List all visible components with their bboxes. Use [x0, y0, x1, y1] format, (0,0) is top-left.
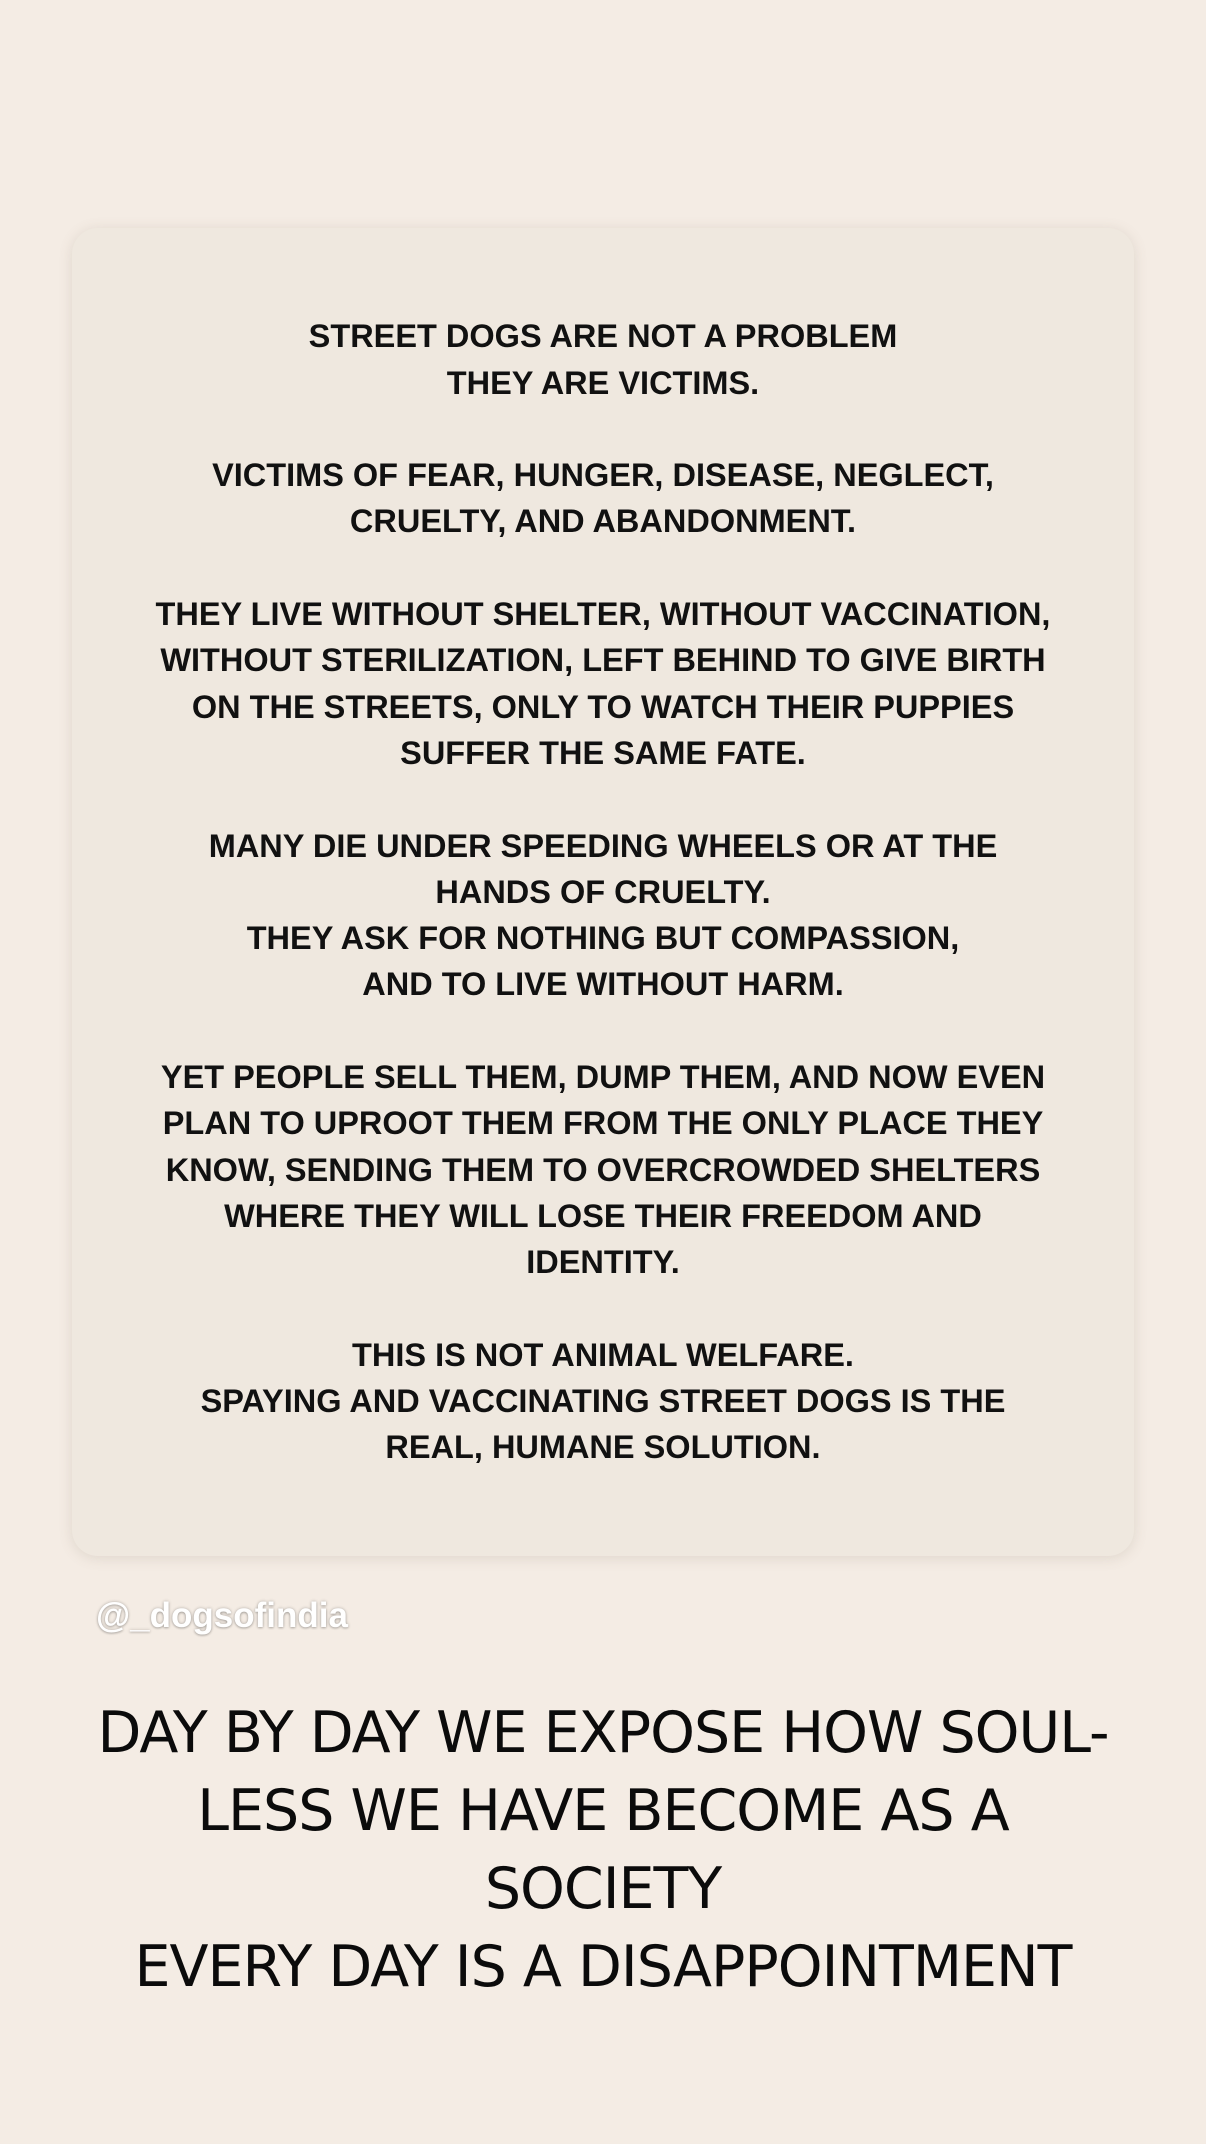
post-paragraph [123, 1332, 1083, 1471]
shared-post-card[interactable] [72, 228, 1134, 1556]
post-paragraph [123, 313, 1083, 406]
caption-line: SOCIETY [484, 1856, 722, 1922]
post-line: THEY LIVE WITHOUT SHELTER, WITHOUT VACCINATION, [155, 596, 1051, 633]
post-line: VICTIMS OF FEAR, HUNGER, DISEASE, NEGLECT, [212, 457, 994, 494]
post-line: AND TO LIVE WITHOUT HARM. [362, 966, 844, 1003]
post-line: THEY ASK FOR NOTHING BUT COMPASSION, [246, 920, 960, 957]
post-paragraph [123, 591, 1083, 776]
author-handle[interactable]: @_dogsofindia [96, 1596, 348, 1635]
post-line: YET PEOPLE SELL THEM, DUMP THEM, AND NOW EVEN [160, 1059, 1046, 1096]
post-line: CRUELTY, AND ABANDONMENT. [349, 503, 857, 540]
post-line: REAL, HUMANE SOLUTION. [385, 1429, 821, 1466]
post-paragraph [123, 1054, 1083, 1285]
caption-line: EVERY DAY IS A DISAPPOINTMENT [134, 1934, 1072, 2000]
post-line: PLAN TO UPROOT THEM FROM THE ONLY PLACE THEY [162, 1105, 1044, 1142]
post-paragraph [123, 823, 1083, 1008]
post-line: MANY DIE UNDER SPEEDING WHEELS OR AT THE [208, 827, 998, 864]
story-caption [40, 1694, 1166, 2006]
caption-line: LESS WE HAVE BECOME AS A [197, 1778, 1009, 1844]
post-paragraph [123, 452, 1083, 545]
post-line: SUFFER THE SAME FATE. [400, 734, 806, 771]
post-line: WHERE THEY WILL LOSE THEIR FREEDOM AND [224, 1197, 982, 1234]
post-line: IDENTITY. [526, 1244, 680, 1281]
caption-line: DAY BY DAY WE EXPOSE HOW SOUL- [97, 1700, 1109, 1766]
post-line: WITHOUT STERILIZATION, LEFT BEHIND TO GIVE BIRTH [160, 642, 1046, 679]
post-line: HANDS OF CRUELTY. [435, 873, 771, 910]
post-line: ON THE STREETS, ONLY TO WATCH THEIR PUPPIES [191, 688, 1015, 725]
post-line: THEY ARE VICTIMS. [446, 364, 760, 401]
post-text [123, 313, 1083, 1470]
post-line: KNOW, SENDING THEM TO OVERCROWDED SHELTERS [165, 1151, 1041, 1188]
post-line: STREET DOGS ARE NOT A PROBLEM [308, 318, 898, 355]
post-line: THIS IS NOT ANIMAL WELFARE. [352, 1336, 854, 1373]
post-line: SPAYING AND VACCINATING STREET DOGS IS THE [200, 1383, 1006, 1420]
